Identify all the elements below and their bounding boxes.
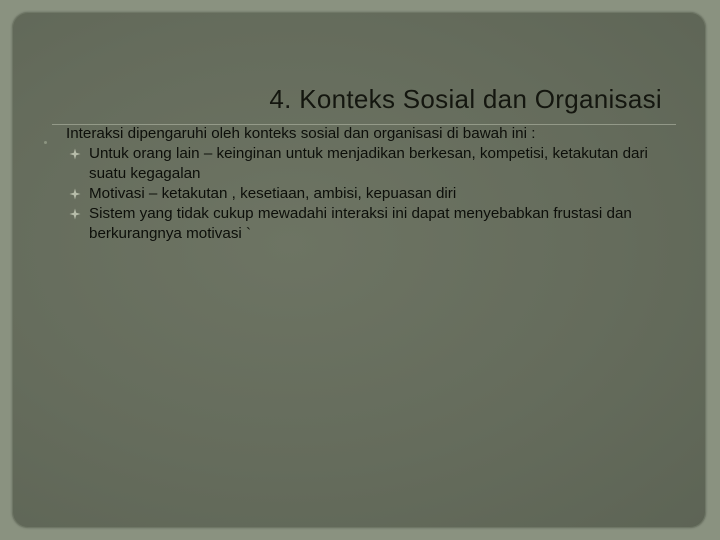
- slide-frame: [12, 12, 706, 528]
- slide-body: [66, 124, 666, 244]
- bullet-dot-icon: [44, 141, 47, 144]
- slide-title: 4. Konteks Sosial dan Organisasi: [269, 84, 662, 114]
- list-item: [66, 184, 666, 204]
- bullet-list: [66, 144, 666, 244]
- diamond-bullet-icon: [69, 148, 81, 160]
- intro-text: Interaksi dipengaruhi oleh konteks sosial dan organisasi di bawah ini :: [66, 125, 536, 142]
- list-item: [66, 204, 666, 244]
- diamond-bullet-icon: [69, 188, 81, 200]
- bullet-text: Untuk orang lain – keinginan untuk menjadikan berkesan, kompetisi, ketakutan dari suatu kegagalan: [89, 145, 648, 182]
- bullet-text: Sistem yang tidak cukup mewadahi interaksi ini dapat menyebabkan frustasi dan berkurangnya motivasi `: [89, 205, 632, 242]
- list-item: [66, 144, 666, 184]
- diamond-bullet-icon: [69, 208, 81, 220]
- bullet-text: Motivasi – ketakutan , kesetiaan, ambisi, kepuasan diri: [89, 185, 457, 202]
